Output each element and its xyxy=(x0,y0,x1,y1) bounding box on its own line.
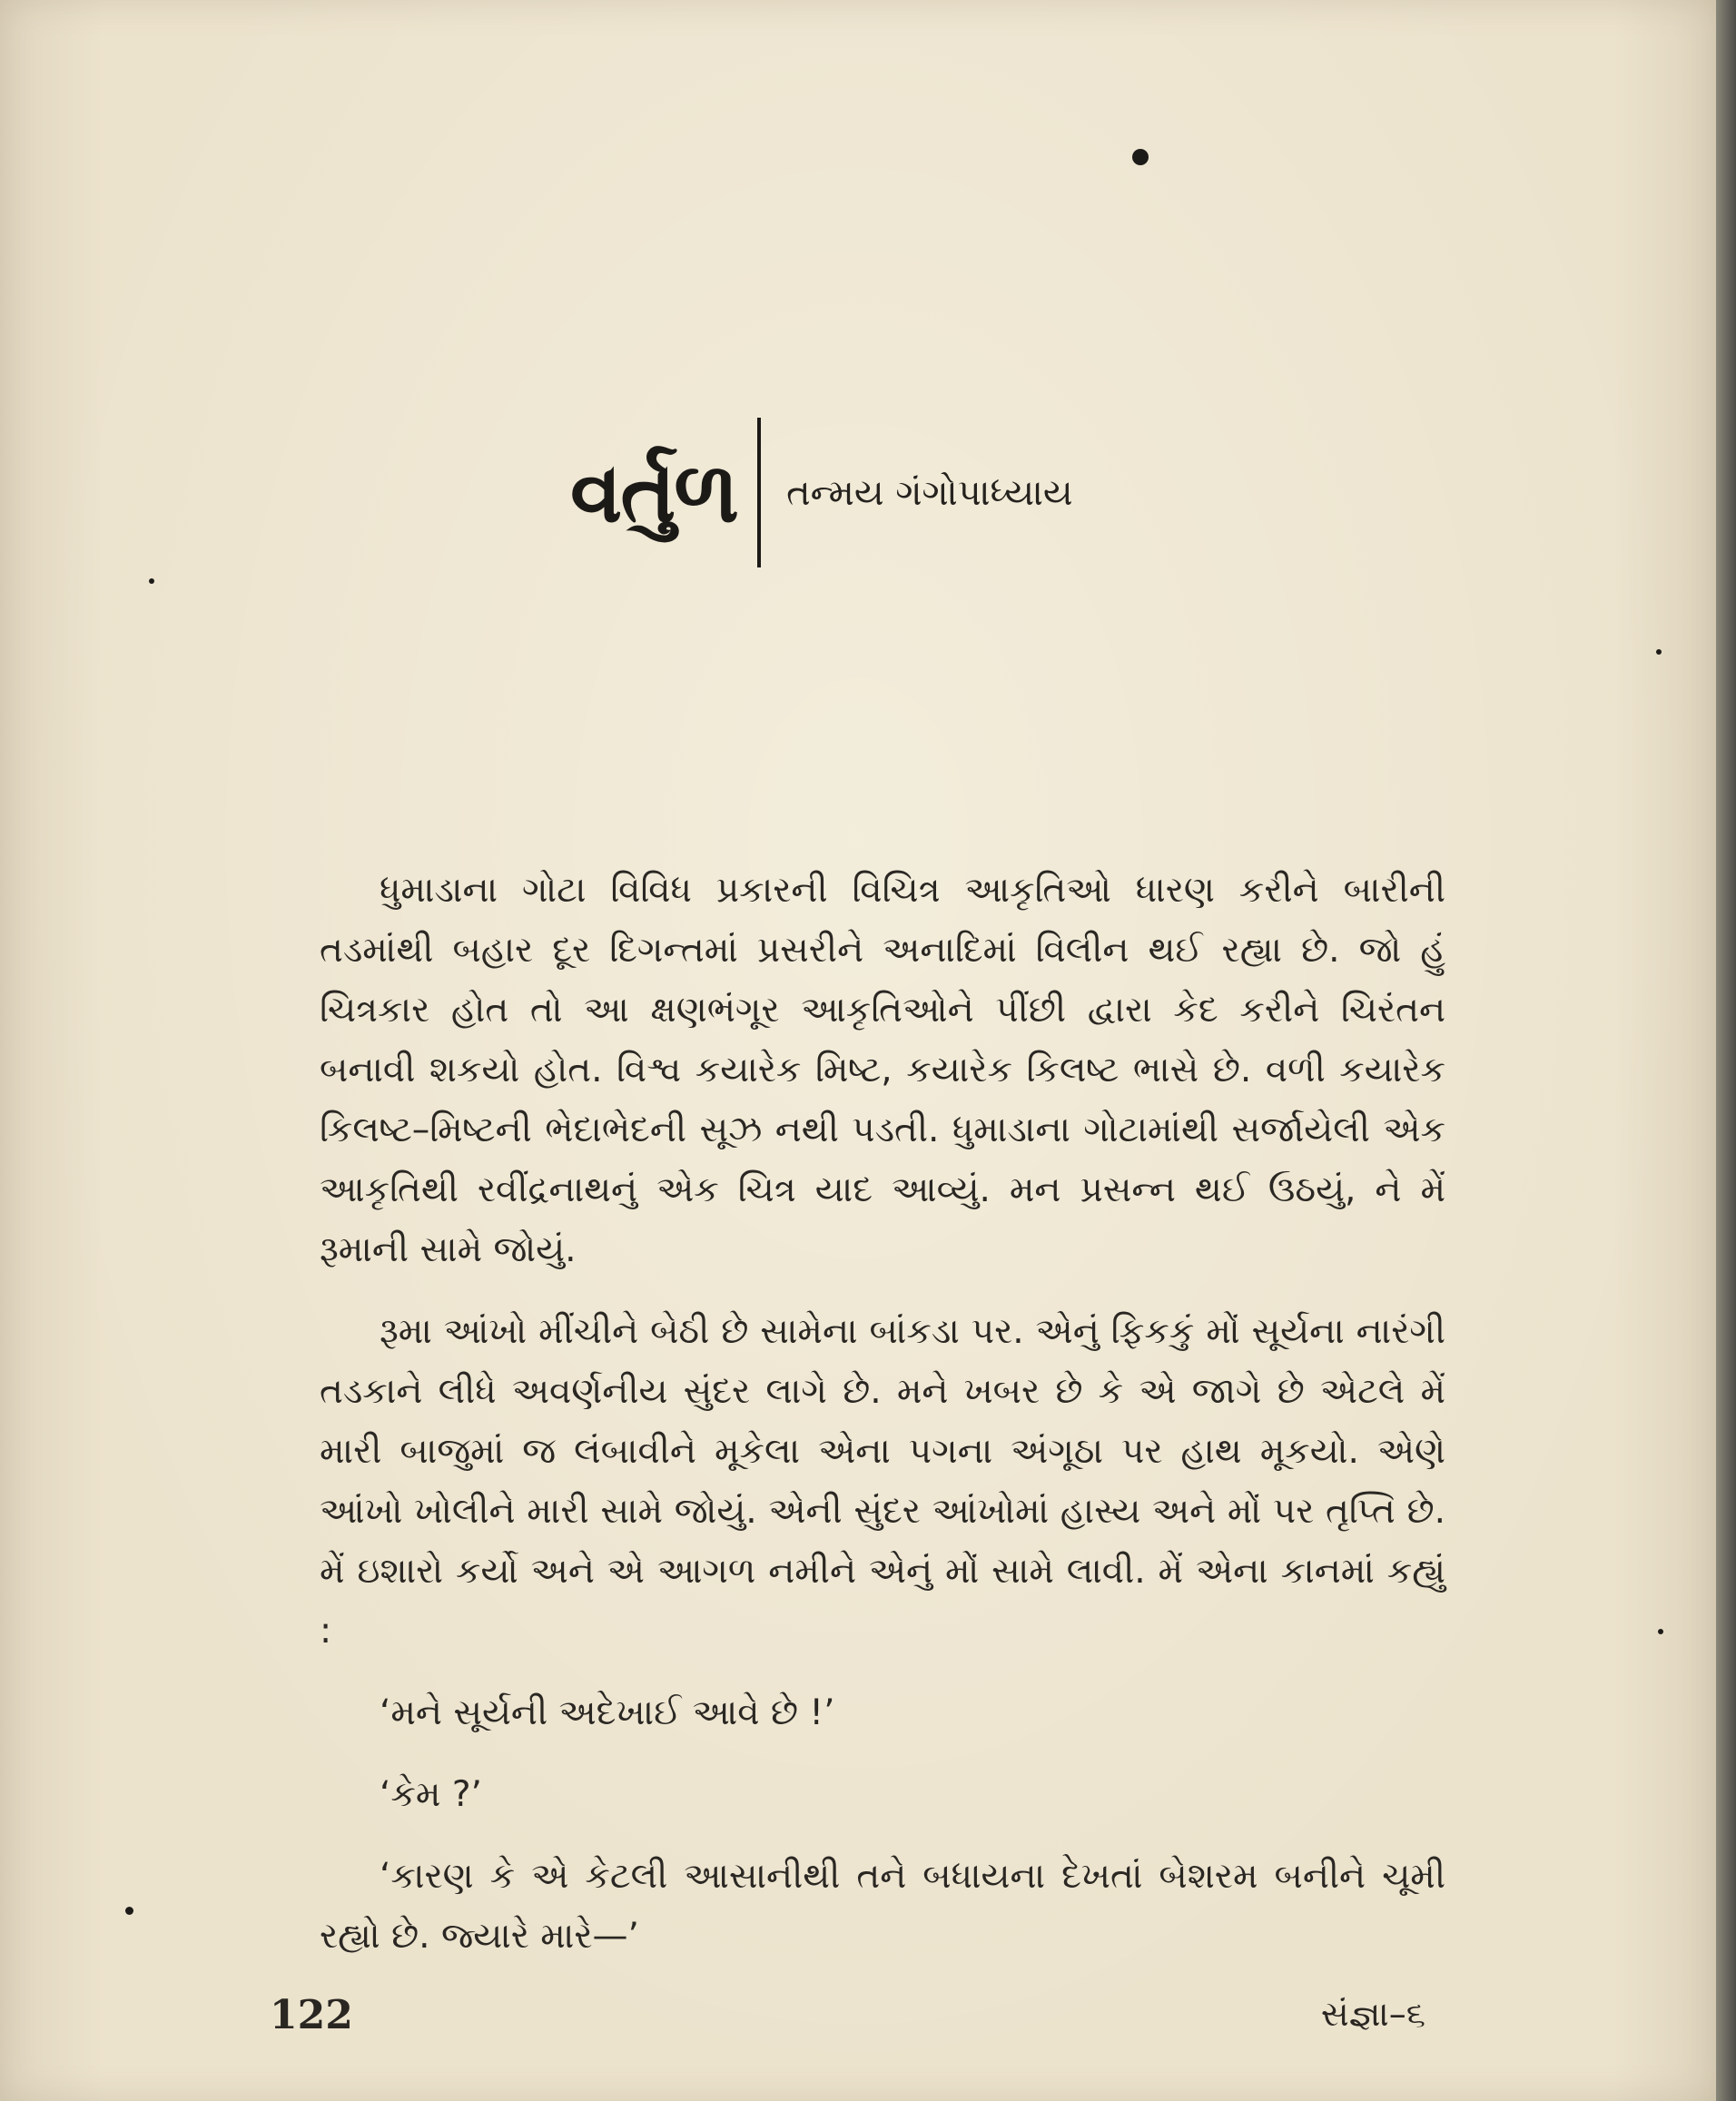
page-edge-shadow xyxy=(1716,0,1736,2101)
article-author: તન્મય ગંગોપાધ્યાય xyxy=(786,471,1073,514)
running-title: સંજ્ઞા–૬ xyxy=(1320,1994,1425,2034)
title-block xyxy=(570,413,1073,572)
ink-dot xyxy=(149,578,154,584)
dialogue-line: ‘કેમ ?’ xyxy=(380,1774,482,1815)
dialogue-line: ‘કારણ કે એ કેટલી આસાનીથી તને બધાયના દેખતાં બેશરમ બનીને ચૂમી રહ્યો છે. જ્યારે મારે—’ xyxy=(320,1856,1445,1957)
ink-dot xyxy=(1658,1629,1663,1634)
paragraph: રૂમા આંખો મીંચીને બેઠી છે સામેના બાંકડા પર. એનું ફિકકું મોં સૂર્યના નારંગી તડકાને લીધે અવર્ણનીય સુંદર લાગે છે. મને ખબર છે કે એ જાગે છે એટલે મેં મારી બાજુમાં જ લંબાવીને મૂકેલા એના પગના અંગૂઠા પર હાથ મૂકયો. એણે આંખો ખોલીને મારી સામે જોયું. એની સુંદર આંખોમાં હાસ્ય અને મોં પર તૃપ્તિ છે. મેં ઇશારો કર્યો અને એ આગળ નમીને એનું મોં સામે લાવી. મેં એના કાનમાં કહ્યું : xyxy=(320,1311,1445,1652)
dialogue-line: ‘મને સૂર્યની અદેખાઈ આવે છે !’ xyxy=(380,1692,835,1733)
page-number: 122 xyxy=(270,1992,353,2038)
article-body xyxy=(320,861,1445,1967)
ink-dot xyxy=(125,1907,133,1915)
ink-dot xyxy=(1656,649,1662,655)
article-title: વર્તુળ xyxy=(570,443,738,541)
ink-dot xyxy=(1132,149,1149,165)
paragraph: ધુમાડાના ગોટા વિવિધ પ્રકારની વિચિત્ર આકૃતિઓ ધારણ કરીને બારીની તડમાંથી બહાર દૂર દિગન્તમાં પ્રસરીને અનાદિમાં વિલીન થઈ રહ્યા છે. જો હું ચિત્રકાર હોત તો આ ક્ષણભંગૂર આકૃતિઓને પીંછી દ્વારા કેદ કરીને ચિરંતન બનાવી શકયો હોત. વિશ્વ કયારેક મિષ્ટ, કયારેક કિલષ્ટ ભાસે છે. વળી કયારેક કિલષ્ટ–મિષ્ટની ભેદાભેદની સૂઝ નથી પડતી. ધુમાડાના ગોટામાંથી સર્જાયેલી એક આકૃતિથી રવીંદ્રનાથનું એક ચિત્ર યાદ આવ્યું. મન પ્રસન્ન થઈ ઉઠયું, ને મેં રૂમાની સામે જોયું. xyxy=(320,870,1445,1270)
title-divider xyxy=(757,418,761,567)
